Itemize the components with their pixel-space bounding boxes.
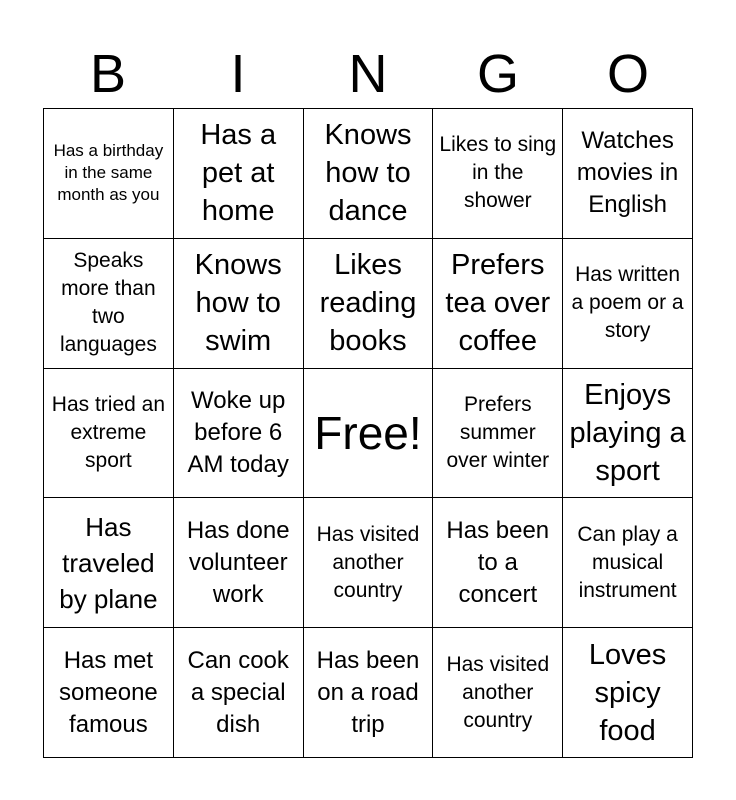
bingo-cell-r5-c1[interactable] — [44, 628, 174, 758]
bingo-header — [43, 40, 693, 108]
bingo-cell-r1-c2[interactable] — [174, 109, 304, 239]
cell-text: Prefers summer over winter — [446, 392, 550, 472]
bingo-cell-r4-c1[interactable] — [44, 498, 174, 628]
free-space-text: Free! — [314, 406, 422, 459]
bingo-cell-r5-c2[interactable] — [174, 628, 304, 758]
bingo-cell-r4-c5[interactable] — [563, 498, 693, 628]
bingo-cell-r2-c5[interactable] — [563, 239, 693, 369]
bingo-cell-r5-c5[interactable] — [563, 628, 693, 758]
header-letter-i: I — [230, 44, 246, 104]
cell-text: Likes to sing in the shower — [439, 133, 557, 213]
cell-text: Loves spicy food — [588, 638, 667, 747]
bingo-cell-r3-c5[interactable] — [563, 369, 693, 499]
cell-text: Speaks more than two languages — [59, 249, 157, 357]
cell-text: Can cook a special dish — [187, 646, 289, 738]
bingo-cell-r4-c3[interactable] — [304, 498, 434, 628]
cell-text: Has traveled by plane — [59, 511, 158, 614]
cell-text: Has written a poem or a story — [571, 263, 684, 343]
cell-text: Has been to a concert — [446, 516, 550, 608]
header-letter-b: B — [89, 44, 127, 104]
cell-text: Knows how to dance — [324, 119, 412, 228]
cell-text: Has visited another country — [316, 522, 420, 602]
cell-text: Has a birthday in the same month as you — [53, 141, 164, 205]
cell-text: Has been on a road trip — [316, 646, 420, 738]
header-letter-g: G — [476, 44, 519, 104]
cell-text: Watches movies in English — [576, 127, 679, 219]
bingo-grid — [43, 108, 693, 758]
cell-text: Has a pet at home — [200, 119, 277, 228]
header-letter-o: O — [606, 44, 649, 104]
bingo-cell-r2-c2[interactable] — [174, 239, 304, 369]
cell-text: Has visited another country — [446, 652, 550, 732]
cell-text: Has met someone famous — [59, 646, 158, 738]
cell-text: Knows how to swim — [194, 249, 282, 358]
bingo-cell-r4-c2[interactable] — [174, 498, 304, 628]
bingo-cell-r1-c1[interactable] — [44, 109, 174, 239]
bingo-cell-r1-c4[interactable] — [433, 109, 563, 239]
header-letter-n: N — [348, 44, 388, 104]
cell-text: Woke up before 6 AM today — [187, 386, 289, 478]
bingo-cell-r5-c3[interactable] — [304, 628, 434, 758]
cell-text: Enjoys playing a sport — [569, 378, 686, 487]
bingo-cell-r1-c5[interactable] — [563, 109, 693, 239]
cell-text: Can play a musical instrument — [577, 522, 678, 602]
cell-text: Has done volunteer work — [186, 516, 290, 608]
bingo-cell-r3-c4[interactable] — [433, 369, 563, 499]
bingo-cell-r2-c4[interactable] — [433, 239, 563, 369]
bingo-cell-r3-c2[interactable] — [174, 369, 304, 499]
bingo-cell-r4-c4[interactable] — [433, 498, 563, 628]
bingo-cell-r3-c1[interactable] — [44, 369, 174, 499]
bingo-cell-r2-c3[interactable] — [304, 239, 434, 369]
bingo-cell-r3-c3[interactable] — [304, 369, 434, 499]
cell-text: Has tried an extreme sport — [51, 392, 166, 472]
cell-text: Likes reading books — [319, 249, 417, 358]
bingo-cell-r5-c4[interactable] — [433, 628, 563, 758]
bingo-cell-r1-c3[interactable] — [304, 109, 434, 239]
cell-text: Prefers tea over coffee — [445, 249, 551, 358]
bingo-cell-r2-c1[interactable] — [44, 239, 174, 369]
